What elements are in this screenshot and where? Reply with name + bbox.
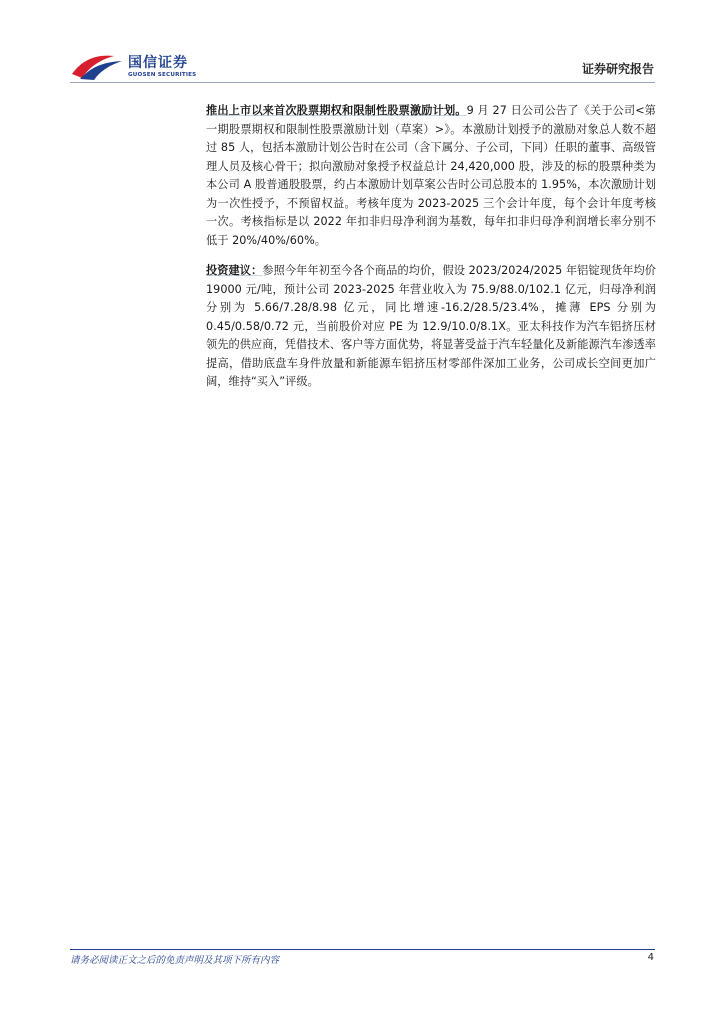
disclaimer-note: 请务必阅读正文之后的免责声明及其项下所有内容 [70,955,280,966]
logo-english-name: GUOSEN SECURITIES [128,72,197,78]
logo-chinese-name: 国信证券 [128,55,188,71]
incentive-plan-heading: 推出上市以来首次股票期权和限制性股票激励计划。 [206,104,467,117]
page-number: 4 [647,952,654,963]
footer-divider [70,949,655,950]
guosen-logo-mark-icon [70,52,124,82]
report-body [206,102,656,404]
investment-advice-text: 参照今年年初至今各个商品的均价，假设 2023/2024/2025 年铝锭现货年均价 19000 元/吨，预计公司 2023-2025 年营业收入为 75.9/88.0/102.1 亿元，归母净利润分别为 5.66/7.28/8.98 亿元，同比增速-16.2/28.5/23.4%，摊薄 EPS 分别为 0.45/0.58/0.72 元，当前股价对应 PE 为 12.9/10.0/8.1X。亚太科技作为汽车铝挤压材领先的供应商，凭借技术、客户等方面优势，将显著受益于汽车轻量化及新能源汽车渗透率提高，借助底盘车身件放量和新能源车铝挤压材零部件深加工业务，公司成长空间更加广阔，维持“买入”评级。 [206,264,656,388]
page-header [0,0,724,90]
guosen-logo [70,50,200,86]
investment-advice-heading: 投资建议： [206,264,263,277]
incentive-plan-paragraph [206,102,656,250]
report-type-label: 证券研究报告 [581,62,654,76]
incentive-plan-text: 9 月 27 日公司公告了《关于公司<第一期股票期权和限制性股票激励计划（草案）>》。本激励计划授予的激励对象总人数不超过 85 人，包括本激励计划公告时在公司（含下属分、子公司，下同）任职的董事、高级管理人员及核心骨干；拟向激励对象授予权益总计 24,420,000 股，涉及的标的股票种类为本公司 A 股普通股股票，约占本激励计划草案公告时公司总股本的 1.95%，本次激励计划为一次性授予，不预留权益。考核年度为 2023-2025 三个会计年度，每个会计年度考核一次。考核指标是以 2022 年扣非归母净利润为基数，每年扣非归母净利润增长率分别不低于 20%/40%/60%。 [206,104,656,247]
header-divider [70,82,655,83]
investment-advice-paragraph [206,262,656,392]
